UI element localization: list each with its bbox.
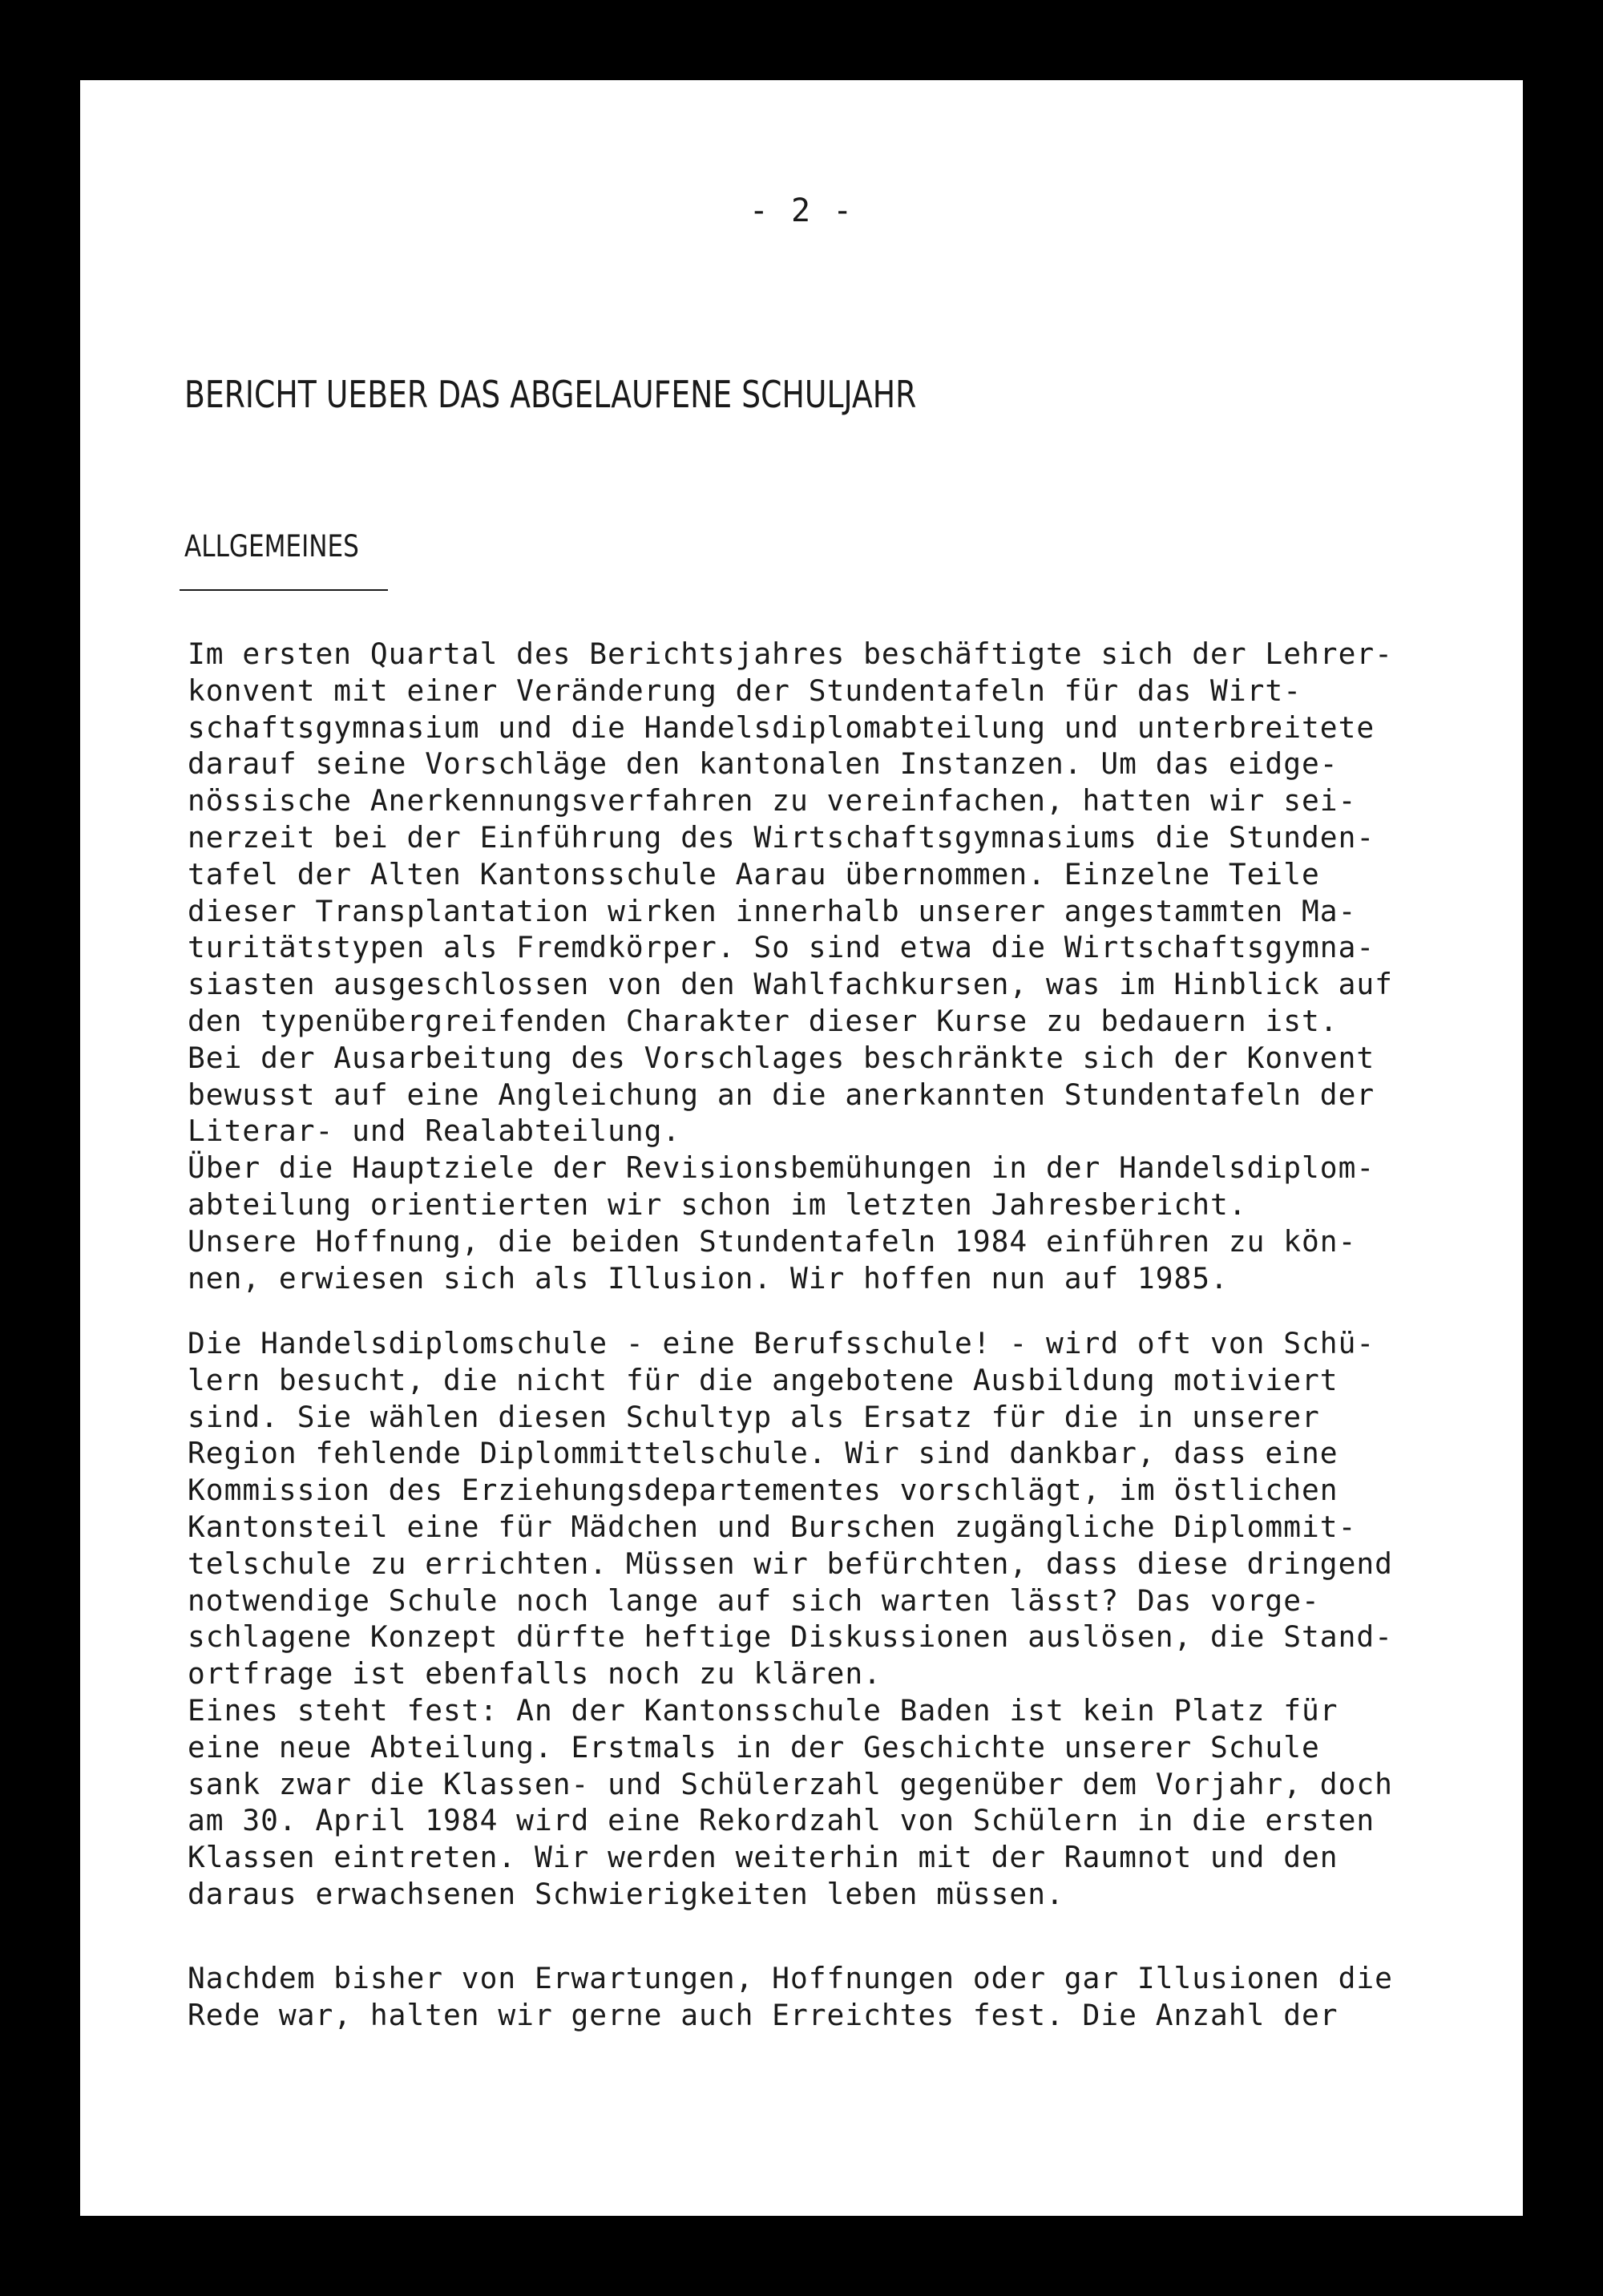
text-line: Region fehlende Diplommittelschule. Wir sind dankbar, dass eine [188,1436,1339,1471]
text-line: ortfrage ist ebenfalls noch zu klären. [188,1656,882,1692]
text-line: sank zwar die Klassen- und Schülerzahl gegenüber dem Vorjahr, doch [188,1766,1393,1801]
text-line: Die Handelsdiplomschule - eine Berufsschule! - wird oft von Schü- [188,1326,1375,1360]
text-line: siasten ausgeschlossen von den Wahlfachkursen, was im Hinblick auf [188,967,1393,1002]
text-line: dieser Transplantation wirken innerhalb unserer angestammten Ma- [188,893,1357,928]
section-heading-underline [180,589,388,591]
text-line: Literar- und Realabteilung. [188,1114,681,1149]
document-page [80,80,1523,2216]
text-line: tafel der Alten Kantonsschule Aarau übernommen. Einzelne Teile [188,856,1320,891]
text-line: schlagene Konzept dürfte heftige Diskussionen auslösen, die Stand- [188,1619,1393,1655]
text-line: Bei der Ausarbeitung des Vorschlages beschränkte sich der Konvent [188,1040,1375,1075]
text-line: am 30. April 1984 wird eine Rekordzahl von Schülern in die ersten [188,1803,1375,1838]
text-line: nerzeit bei der Einführung des Wirtschaftsgymnasiums die Stunden- [188,819,1375,855]
text-line: Kantonsteil eine für Mädchen und Burschen zugängliche Diplommit- [188,1509,1357,1544]
text-line: Kommission des Erziehungsdepartementes vorschlägt, im östlichen [188,1473,1339,1508]
text-line: Klassen eintreten. Wir werden weiterhin mit der Raumnot und den [188,1840,1339,1875]
text-line: lern besucht, die nicht für die angebotene Ausbildung motiviert [188,1362,1339,1397]
text-line: telschule zu errichten. Müssen wir befürchten, dass diese dringend [188,1546,1393,1581]
paragraph-1 [188,636,1486,1296]
text-line: abteilung orientierten wir schon im letzten Jahresbericht. [188,1186,1247,1222]
text-line: notwendige Schule noch lange auf sich warten lässt? Das vorge- [188,1583,1320,1618]
paragraph-2 [188,1325,1486,1913]
text-line: Im ersten Quartal des Berichtsjahres beschäftigte sich der Lehrer- [188,637,1393,671]
text-line: Nachdem bisher von Erwartungen, Hoffnungen oder gar Illusionen die [188,1961,1393,1995]
text-line: Unsere Hoffnung, die beiden Stundentafeln 1984 einführen zu kön- [188,1223,1357,1259]
text-line: turitätstypen als Fremdkörper. So sind etwa die Wirtschaftsgymna- [188,930,1375,965]
text-line: Über die Hauptziele der Revisionsbemühungen in der Handelsdiplom- [188,1150,1375,1186]
text-line: Eines steht fest: An der Kantonsschule Baden ist kein Platz für [188,1692,1339,1728]
page-number: - 2 - [749,192,854,229]
page-title: BERICHT UEBER DAS ABGELAUFENE SCHULJAHR [184,373,917,416]
text-line: schaftsgymnasium und die Handelsdiplomabteilung und unterbreitete [188,709,1375,745]
paragraph-3 [188,1960,1486,2034]
text-line: nössische Anerkennungsverfahren zu vereinfachen, hatten wir sei- [188,783,1357,819]
text-line: sind. Sie wählen diesen Schultyp als Ersatz für die in unserer [188,1399,1320,1434]
text-line: daraus erwachsenen Schwierigkeiten leben müssen. [188,1876,1064,1911]
text-line: nen, erwiesen sich als Illusion. Wir hoffen nun auf 1985. [188,1260,1229,1296]
text-line: bewusst auf eine Angleichung an die anerkannten Stundentafeln der [188,1077,1375,1112]
text-line: eine neue Abteilung. Erstmals in der Geschichte unserer Schule [188,1729,1320,1764]
text-line: darauf seine Vorschläge den kantonalen Instanzen. Um das eidge- [188,746,1339,782]
section-heading: ALLGEMEINES [184,529,359,564]
text-line: konvent mit einer Veränderung der Stundentafeln für das Wirt- [188,673,1302,708]
text-line: den typenübergreifenden Charakter dieser Kurse zu bedauern ist. [188,1003,1339,1038]
text-line: Rede war, halten wir gerne auch Erreichtes fest. Die Anzahl der [188,1997,1339,2032]
